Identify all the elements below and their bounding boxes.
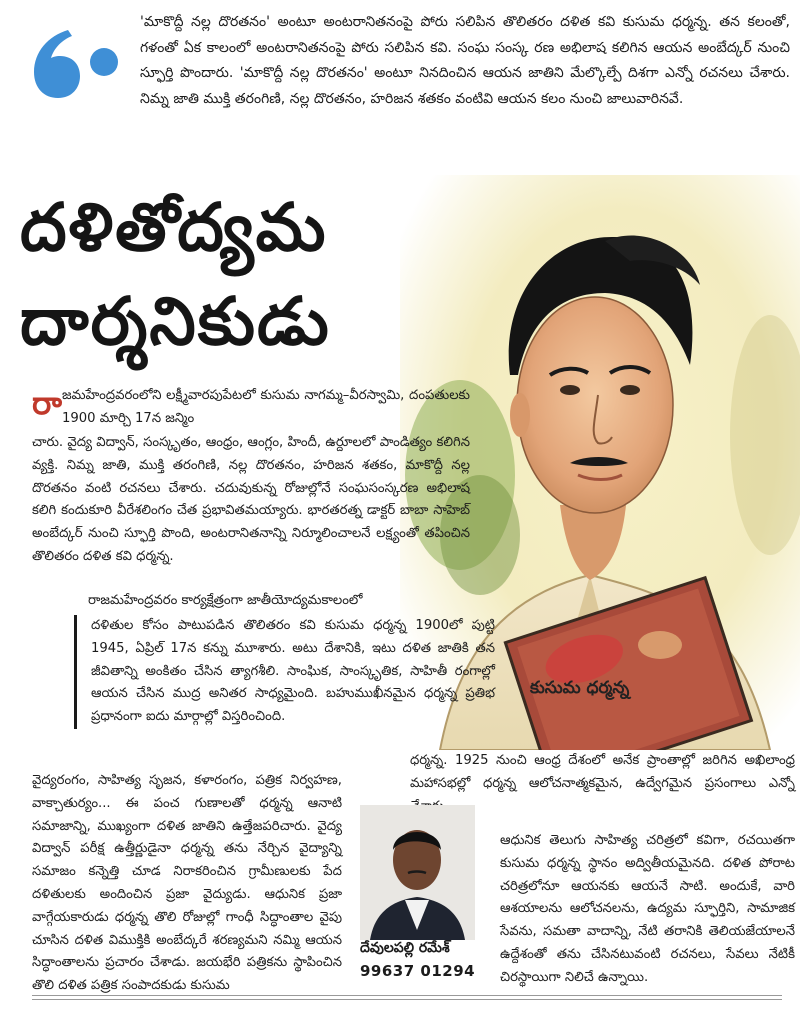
quote-mark-icon	[28, 22, 128, 102]
author-photo	[360, 805, 475, 940]
body-paragraph-5: ఆధునిక తెలుగు సాహిత్య చరిత్రలో కవిగా, రచయితగా కుసుమ ధర్మన్న స్థానం అద్వితీయమైనది. దళిత పోరాట చరిత్రలోనూ ఆయనకు ఆయనే సాటి. అందుకే, వారి ఆశయాలను ఆలోచనలను, ఉద్యమ స్ఫూర్తిని, సామాజిక సేవను, సమతా వాదాన్ని, నేటి తరానికి తెలియజేయాలనే ఉద్దేశంతో తను చేసినటువంటి రచనలు, సేవలు నేటికీ చిరస్థాయిగా నిలిచే ఉన్నాయి.	[500, 833, 795, 985]
footer-divider	[32, 995, 782, 996]
body-paragraph-1-start: జమహేంద్రవరంలోని లక్ష్మీవారపుపేటలో కుసుమ నాగమ్మ–వీరస్వామి, దంపతులకు 1900 మార్చి 17న జన్మిం	[62, 388, 470, 426]
body-paragraph-2-lead: రాజమహేంద్రవరం కార్యక్షేత్రంగా జాతీయోద్యమకాలంలో	[88, 593, 363, 608]
portrait-caption: కుసుమ ధర్మన్న	[530, 678, 630, 698]
body-paragraph-2-boxed: దళితుల కోసం పాటుపడిన తొలితరం కవి కుసుమ ధర్మన్న 1900లో పుట్టి 1945, ఏప్రిల్ 17న కన్ను మూశారు. అటు దేశానికి, ఇటు దళిత జాతికి తన జీవితాన్ని అంకితం చేసిన త్యాగశీలి. సాంఘిక, సాంస్కృతిక, సాహితీ రంగాల్లో ఆయన చేసిన ముద్ర అనితర సాధ్యమైంది. బహుముఖీనమైన ధర్మన్న ప్రతిభ ప్రధానంగా ఐదు మార్గాల్లో విస్తరించింది.	[74, 615, 495, 729]
footer-divider-2	[32, 999, 782, 1000]
intro-text: 'మాకొద్దీ నల్ల దొరతనం' అంటూ అంటరానితనంపై పోరు సలిపిన తొలితరం దళిత కవి కుసుమ ధర్మన్న. తన కలంతో, గళంతో ఏక కాలంలో అంటరానితనంపై పోరు సలిపిన కవి. సంఘ సంస్క రణ అభిలాష కలిగిన ఆయన అంబేద్కర్ నుంచి స్ఫూర్తి పొందారు. 'మాకొద్దీ నల్ల దొరతనం' అంటూ నినదించిన ఆయన జాతిని మేల్కొల్పే దిశగా ఎన్నో రచనలు చేశారు. నిమ్న జాతి ముక్తి తరంగిణి, నల్ల దొరతనం, హరిజన శతకం వంటివి ఆయన కలం నుంచి జాలువారినవే.	[140, 14, 790, 107]
headline-line-1: దళితోద్యమ	[20, 189, 328, 266]
author-name: దేవులపల్లి రమేశ్	[360, 940, 450, 956]
body-paragraph-4: వైద్యరంగం, సాహిత్య సృజన, కళారంగం, పత్రిక నిర్వహణ, వాక్చాతుర్యం... ఈ పంచ గుణాలతో ధర్మన్న ఆనాటి సమాజాన్ని, ముఖ్యంగా దళిత జాతిని ఉత్తేజపరిచారు. వైద్య విద్వాన్ పరీక్ష ఉత్తీర్ణుడైనా ధర్మన్న తను నేర్చిన వైద్యాన్ని సమాజం కన్నెత్తి చూడ నిరాకరించిన గ్రామీణులకు పేద దళితులకు అందించిన ప్రజా వైద్యుడు. ఆధునిక ప్రజా వాగ్గేయకారుడు ధర్మన్న తొలి రోజుల్లో గాంధీ సిద్ధాంతాల వైపు చూసిన దళిత విముక్తికి అంబేద్కరే శరణ్యమని నమ్మి ఆయన సిద్ధాంతాలను ప్రచారం చేశాడు. జయభేరి పత్రికను స్థాపించిన తొలి దళిత పత్రిక సంపాదకుడు కుసుమ	[32, 773, 342, 994]
author-phone: 99637 01294	[360, 962, 476, 980]
headline-line-2: దార్శనికుడు	[20, 283, 331, 360]
drop-cap: రా	[32, 384, 62, 422]
body-paragraph-3: ధర్మన్న. 1925 నుంచి ఆంధ్ర దేశంలో అనేక ప్రాంతాల్లో జరిగిన అఖిలాంధ్ర మహాసభల్లో ధర్మన్న ఆలోచనాత్మకమైన, ఉద్వేగమైన ప్రసంగాలు ఎన్నో	[410, 753, 795, 791]
body-paragraph-1: చారు. వైద్య విద్వాన్, సంస్కృతం, ఆంధ్రం, ఆంగ్లం, హిందీ, ఉర్దూలలో పాండిత్యం కలిగిన వ్యక్తి. నిమ్న జాతి, ముక్తి తరంగిణి, నల్ల దొరతనం, హరిజన శతకం, మాకొద్దీ నల్ల దొరతనం వంటి రచనలు చేశారు. చదువుకున్న రోజుల్లోనే సంఘసంస్కరణ అభిలాష కలిగి కందుకూరి వీరేశలింగం చేత ప్రభావితమయ్యారు. భారతరత్న డాక్టర్ బాబా సాహెబ్ అంబేద్కర్ నుంచి స్ఫూర్తి పొంది, అంటరానితనాన్ని నిర్మూలించాలనే లక్ష్యంతో తపించిన తొలితరం దళిత కవి ధర్మన్న.	[32, 435, 470, 564]
